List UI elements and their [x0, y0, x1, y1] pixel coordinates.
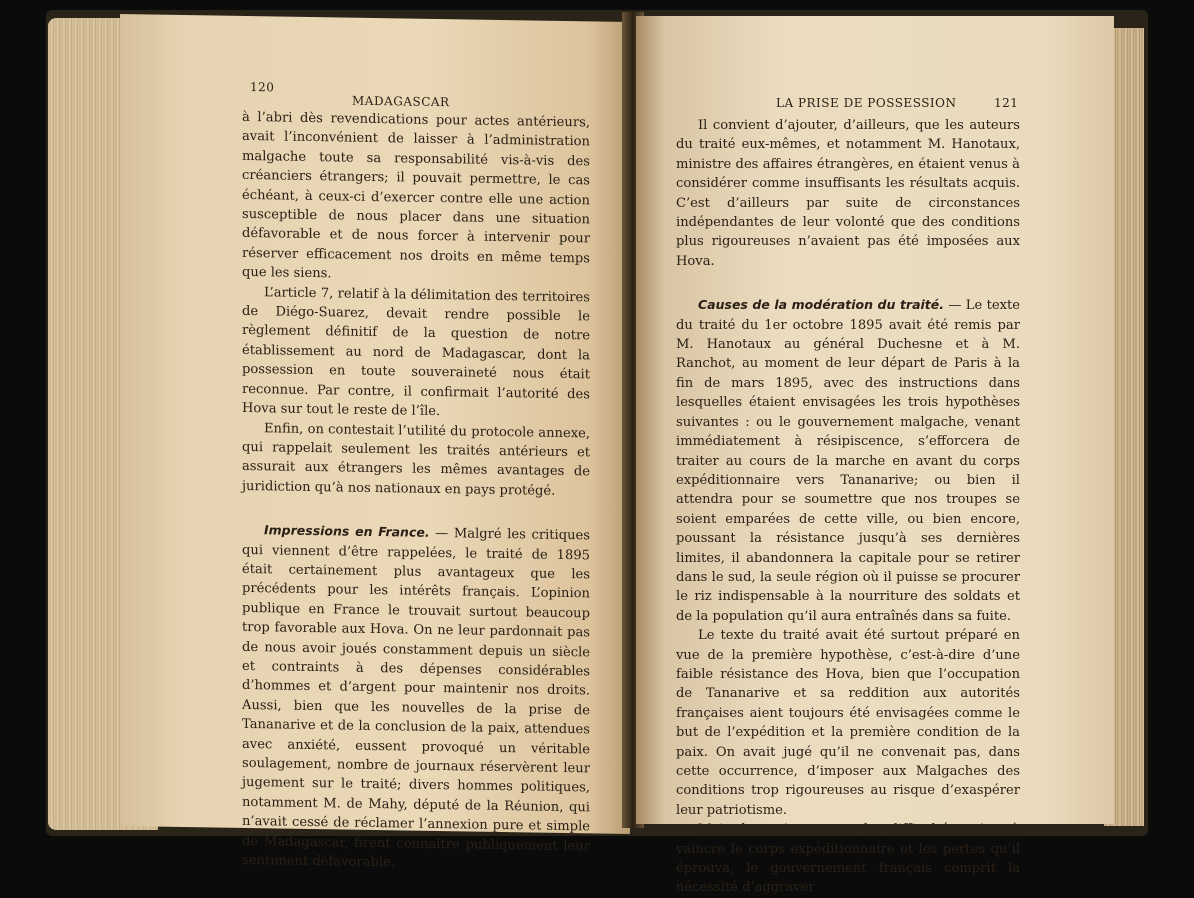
left-paragraph-3: Enfin, on contestait l’utilité du protocole annexe, qui rappelait seulement les traités antérieurs et assurait aux étrangers les mêmes avantages de juridiction qu’à nos nationaux en pays protégé.	[242, 420, 590, 499]
right-paragraph-1: Il convient d’ajouter, d’ailleurs, que les auteurs du traité eux-mêmes, et notamment M. Hanotaux, ministre des affaires étrangères, en étaient venus à considérer comme insuffisants les résultats acquis. C’est d’ailleurs par suite de circonstances indépendantes de leur volonté que des conditions plus rigoureuses n’avaient pas été imposées aux Hova.	[676, 118, 1020, 269]
right-page	[636, 16, 1114, 896]
left-page-text	[242, 108, 590, 876]
left-paragraph-1: à l’abri dès revendications pour actes antérieurs, avait l’inconvénient de laisser à l’administration malgache toute sa responsabilité vis-à-vis des créanciers étrangers; il pouvait permettre, le cas échéant, à ceux-ci d’exercer contre elle une action susceptible de nous placer dans une situation défavorable et de nous forcer à intervenir pour réserver efficacement nos droits en même temps que les siens.	[242, 109, 590, 282]
left-paragraph-4-text: — Malgré les critiques qui viennent d’être rappelées, le traité de 1895 était certainement plus avantageux que les précédents pour les intérêts français. L’opinion publique en France le trouvait surtout beaucoup trop favorable aux Hova. On ne leur pardonnait pas de nous avoir joués constamment depuis un siècle et contraints à des dépenses considérables d’hommes et d’argent pour maintenir nos droits. Aussi, bien que les nouvelles de la prise de Tananarive et de la conclusion de la paix, attendues avec anxiété, eussent provoqué un véritable soulagement, nombre de journaux réservèrent leur jugement sur le traité; divers hommes politiques, notamment M. de Mahy, député de la Réunion, qui n’avait cessé de réclamer l’annexion pure et simple de Madagascar, firent connaître publiquement leur sentiment défavorable.	[242, 525, 590, 871]
right-paragraph-2	[676, 295, 1020, 626]
right-page-text	[676, 116, 1020, 898]
left-page	[120, 14, 630, 871]
right-running-head: LA PRISE DE POSSESSION	[776, 96, 957, 110]
left-paragraph-4	[242, 520, 590, 876]
right-paragraph-3: Le texte du traité avait été surtout préparé en vue de la première hypothèse, c’est-à-dire d’une faible résistance des Hova, bien que l’occupation de Tananarive et sa reddition aux autorités françaises aient toujours été envisagées comme le but de l’expédition et la première condition de la paix. On avait jugé qu’il ne convenait pas, dans cette occurrence, d’imposer aux Malgaches des conditions trop rigoureuses au risque d’exaspérer leur patriotisme.	[676, 628, 1020, 818]
right-page-number: 121	[994, 96, 1019, 110]
right-paragraph-2-text: — Le texte du traité du 1er octobre 1895 avait été remis par M. Hanotaux au général Duchesne et à M. Ranchot, au moment de leur départ de Paris à la fin de mars 1895, avec des instructions dans lesquelles étaient envisagées les trois hypothèses suivantes : ou le gouvernement malgache, venant immédiatement à résipiscence, s’efforcera de traiter au cours de la marche en avant du corps expéditionnaire vers Tananarive; ou bien il attendra pour se soumettre que nos troupes se soient emparées de cette ville, ou bien encore, poussant la résistance jusqu’à ses dernières limites, il abandonnera la capitale pour se retirer dans le sud, la seule région où il puisse se procurer le riz indispensable à la nourriture des soldats et de la population qu’il aura entraînés dans sa fuite.	[676, 298, 1020, 624]
right-section-heading: Causes de la modération du traité.	[698, 297, 944, 313]
left-paragraph-2: L’article 7, relatif à la délimitation des territoires de Diégo-Suarez, devait rendre possible le règlement définitif de la question de notre établissement au nord de Madagascar, dont la possession en toute souveraineté nous était reconnue. Par contre, il confirmait l’autorité des Hova sur tout le reste de l’île.	[242, 284, 590, 420]
left-running-head: MADAGASCAR	[352, 93, 450, 110]
left-section-heading: Impressions en France.	[264, 522, 430, 540]
right-paragraph-4: Mais, lorsqu’on connut les difficultés qu’eut à vaincre le corps expéditionnaire et les pertes qu’il éprouva, le gouvernement français comprit la nécessité d’aggraver	[676, 822, 1020, 896]
left-page-number: 120	[250, 80, 275, 95]
